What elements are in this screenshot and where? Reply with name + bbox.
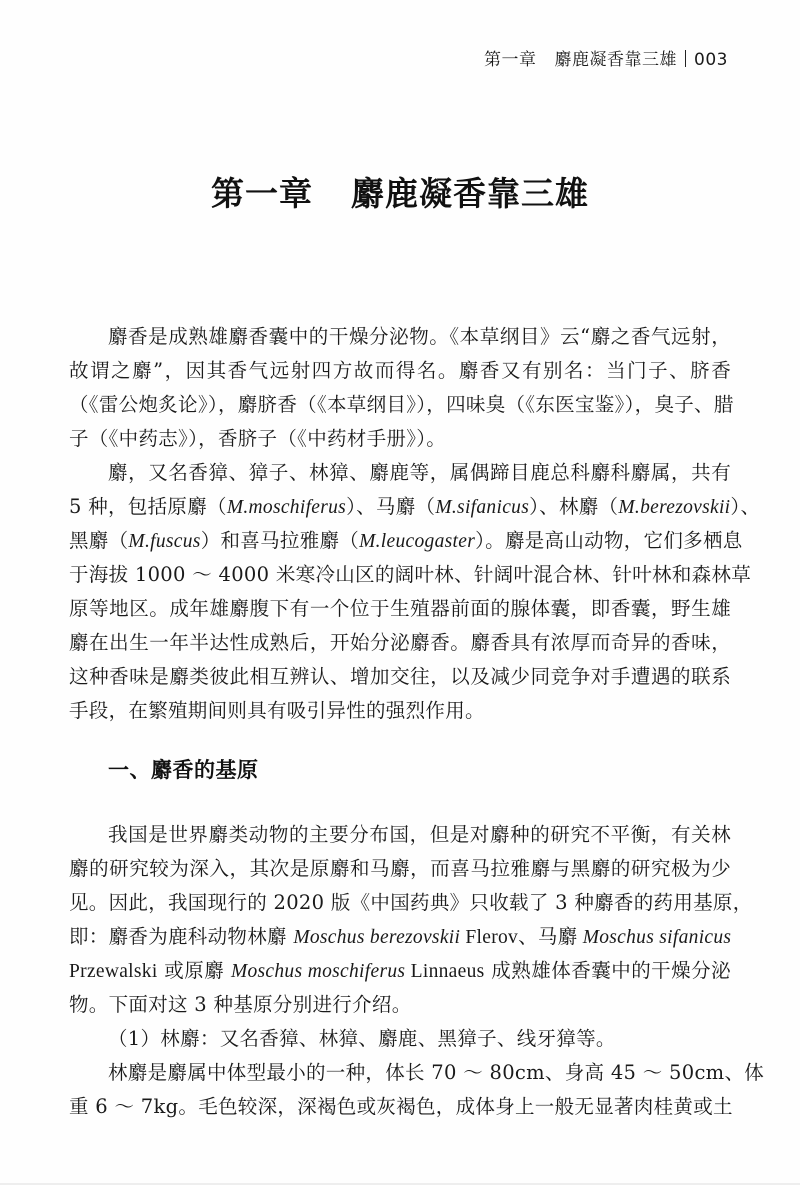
- text-line: （《雷公炮炙论》），麝脐香（《本草纲目》），四味臭（《东医宝鉴》），臭子、腊: [69, 393, 734, 416]
- text-line: 我国是世界麝类动物的主要分布国，但是对麝种的研究不平衡，有关林: [108, 823, 731, 846]
- text-segment: ）和喜马拉雅麝（: [200, 529, 360, 552]
- text-line: 见。因此，我国现行的 2020 版《中国药典》只收载了 3 种麝香的药用基原，: [69, 891, 753, 914]
- text-line: 麝，又名香獐、獐子、林獐、麝鹿等，属偶蹄目鹿总科麝科麝属，共有: [108, 461, 731, 484]
- text-segment: Flerov、马麝: [460, 927, 583, 948]
- text-line: 麝的研究较为深入，其次是原麝和马麝，而喜马拉雅麝与黑麝的研究极为少: [69, 857, 731, 880]
- running-head-title: 麝鹿凝香靠三雄: [554, 50, 678, 70]
- text-line-with-latin: [69, 954, 731, 988]
- text-line: 麝香是成熟雄麝香囊中的干燥分泌物。《本草纲目》云“麝之香气远射，: [108, 325, 731, 348]
- text-segment: ）。麝是高山动物，它们多栖息: [475, 529, 743, 552]
- latin-name: Moschus berezovskii: [293, 927, 461, 948]
- text-line: 故谓之麝”，因其香气远射四方故而得名。麝香又有别名：当门子、脐香: [69, 359, 731, 382]
- page-number: 003: [694, 50, 728, 70]
- section-text: [69, 818, 765, 1124]
- text-segment: 5 种，包括原麝（: [69, 495, 227, 518]
- text-segment: 黑麝（: [69, 529, 129, 552]
- running-head-chapter: 第一章: [484, 50, 537, 70]
- latin-name: M.sifanicus: [435, 497, 530, 518]
- text-line-with-latin: [69, 524, 743, 558]
- section-heading: 一、麝香的基原: [108, 757, 259, 782]
- text-segment: ）、林麝（: [529, 495, 619, 518]
- text-segment: 成熟雄体香囊中的干燥分泌: [484, 959, 731, 982]
- text-line-with-latin: [69, 920, 731, 954]
- chapter-title: [0, 168, 800, 215]
- text-segment: 或原麝: [157, 959, 231, 982]
- chapter-name: 麝鹿凝香靠三雄: [351, 174, 589, 213]
- latin-name: Moschus moschiferus: [230, 961, 406, 982]
- latin-name: M.fuscus: [128, 531, 201, 552]
- text-line: 麝在出生一年半达性成熟后，开始分泌麝香。麝香具有浓厚而奇异的香味，: [69, 631, 731, 654]
- text-line: 原等地区。成年雄麝腹下有一个位于生殖器前面的腺体囊，即香囊，野生雄: [69, 597, 731, 620]
- latin-name: Moschus sifanicus: [582, 927, 732, 948]
- text-line: 子（《中药志》），香脐子（《中药材手册》）。: [69, 427, 447, 450]
- text-segment: ）、马麝（: [346, 495, 436, 518]
- text-line: 物。下面对这 3 种基原分别进行介绍。: [69, 993, 412, 1016]
- latin-name: M.leucogaster: [359, 531, 476, 552]
- intro-text: [69, 320, 761, 728]
- chapter-number: 第一章: [211, 174, 313, 213]
- text-line: 林麝是麝属中体型最小的一种，体长 70 ～ 80cm、身高 45 ～ 50cm、体: [108, 1061, 765, 1084]
- text-line-with-latin: [69, 490, 761, 524]
- subsection-label: （1）林麝：又名香獐、林獐、麝鹿、黑獐子、线牙獐等。: [108, 1027, 616, 1050]
- text-line: 于海拔 1000 ～ 4000 米寒冷山区的阔叶林、针阔叶混合林、针叶林和森林草: [69, 563, 752, 586]
- latin-name: M.moschiferus: [226, 497, 347, 518]
- text-line: 重 6 ～ 7kg。毛色较深，深褐色或灰褐色，成体身上一般无显著肉桂黄或土: [69, 1095, 733, 1118]
- latin-name: M.berezovskii: [618, 497, 731, 518]
- text-segment: ）、: [730, 495, 761, 518]
- running-head-divider: [685, 50, 686, 67]
- text-segment: 即：麝香为鹿科动物林麝: [69, 925, 294, 948]
- text-segment: Przewalski: [69, 961, 158, 982]
- text-line: 手段，在繁殖期间则具有吸引异性的强烈作用。: [69, 699, 485, 722]
- running-head: [484, 45, 728, 70]
- text-segment: Linnaeus: [405, 961, 485, 982]
- text-line: 这种香味是麝类彼此相互辨认、增加交往，以及减少同竞争对手遭遇的联系: [69, 665, 731, 688]
